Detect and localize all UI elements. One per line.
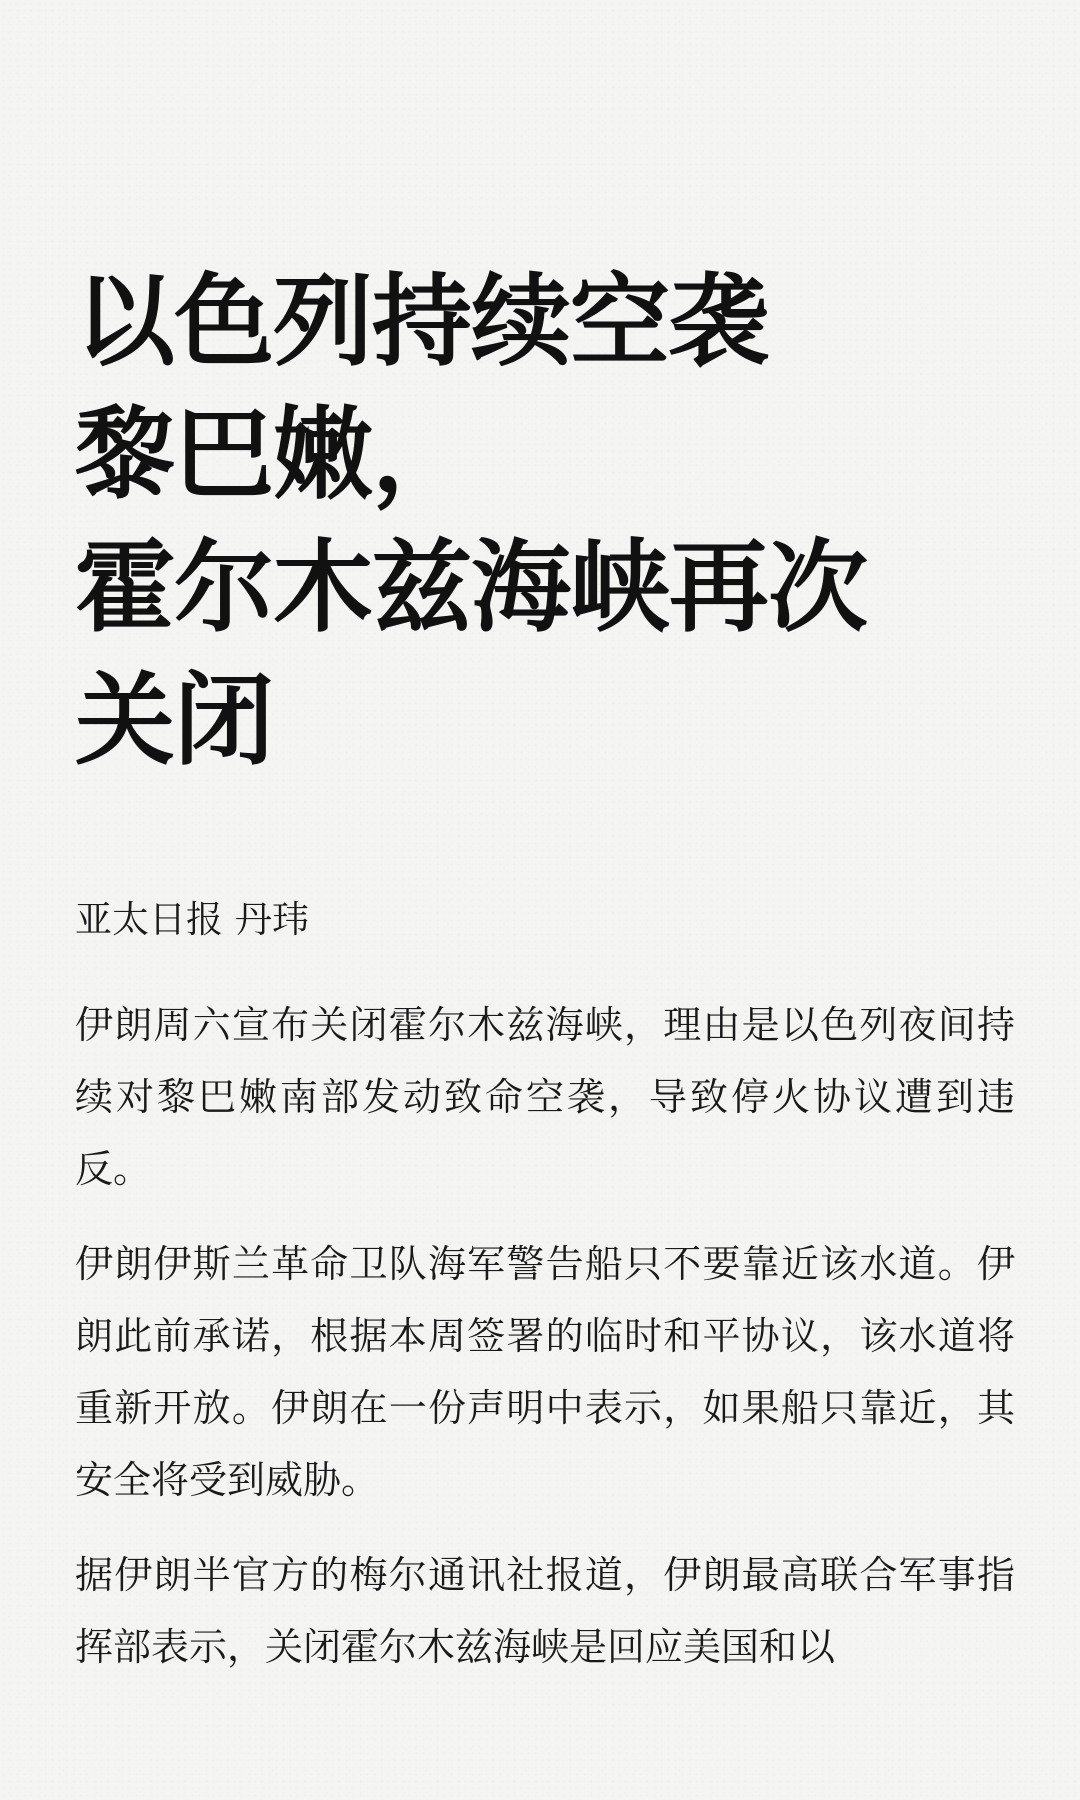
author-name: 丹玮 [235,898,309,941]
headline-line: 黎巴嫩， [75,395,471,513]
headline [75,255,1015,787]
headline-line: 以色列持续空袭 [75,262,768,380]
paragraph: 据伊朗半官方的梅尔通讯社报道，伊朗最高联合军事指挥部表示，关闭霍尔木兹海峡是回应美国和以 [75,1553,1015,1669]
paragraph: 伊朗伊斯兰革命卫队海军警告船只不要靠近该水道。伊朗此前承诺，根据本周签署的临时和平协议，该水道将重新开放。伊朗在一份声明中表示，如果船只靠近，其安全将受到威胁。 [75,1242,1015,1502]
paragraph: 伊朗周六宣布关闭霍尔木兹海峡，理由是以色列夜间持续对黎巴嫩南部发动致命空袭，导致停火协议遭到违反。 [75,1003,1015,1191]
headline-line: 霍尔木兹海峡再次 [75,528,867,646]
headline-line: 关闭 [75,661,273,779]
article [75,255,1015,1706]
byline [75,895,1015,945]
article-body [75,989,1015,1683]
source-name: 亚太日报 [75,898,223,941]
